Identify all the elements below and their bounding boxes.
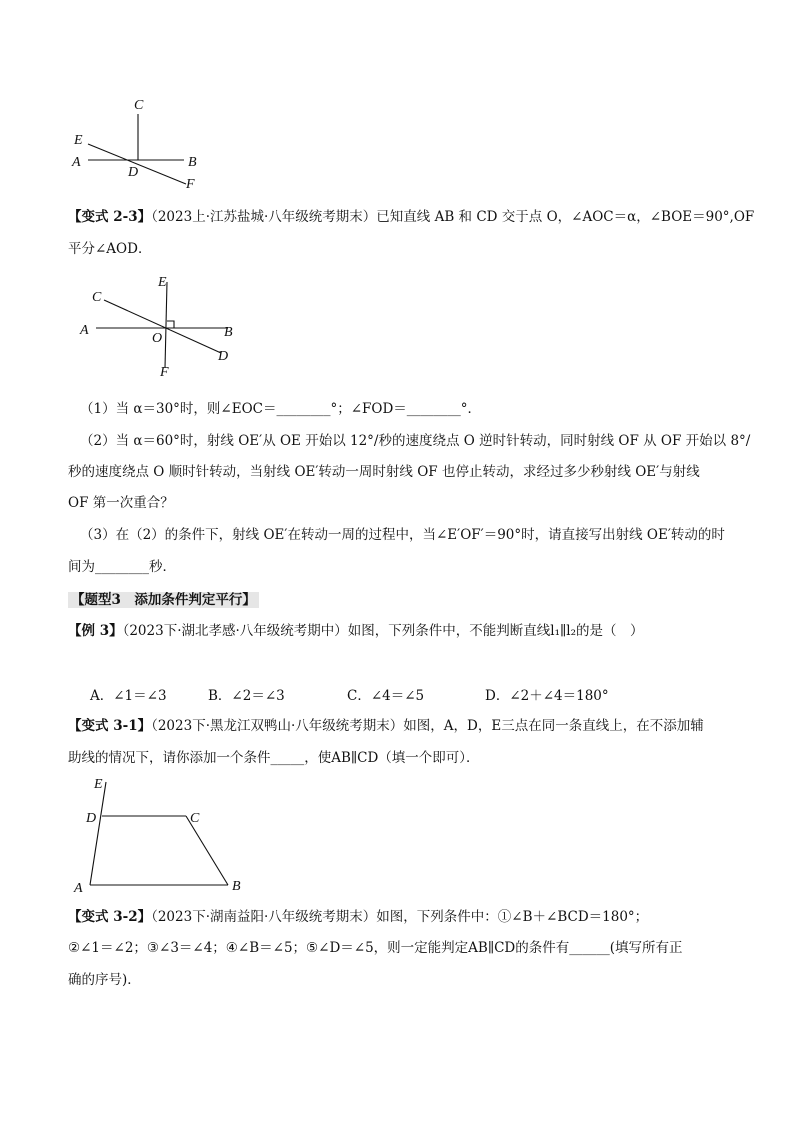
question-3-line1: （3）在（2）的条件下，射线 OE′在转动一周的过程中，当∠E′OF′＝90°时，请直接写出射线 OE′转动的时	[80, 527, 725, 543]
variant-3-1-tag: 【变式 3-1】	[68, 718, 152, 734]
label-D: D	[86, 811, 97, 826]
variant-2-3-line1	[68, 207, 754, 227]
label-C: C	[134, 98, 144, 113]
variant-2-3-line2: 平分∠AOD．	[68, 241, 152, 257]
example-3-options	[0, 684, 794, 706]
question-2-line3: OF 第一次重合？	[68, 495, 174, 511]
label-E: E	[94, 777, 103, 792]
label-B: B	[224, 325, 233, 340]
label-D: D	[128, 165, 139, 180]
example-3-question	[68, 621, 643, 641]
example-3-tag: 【例 3】	[68, 623, 123, 639]
label-E: E	[74, 133, 83, 148]
line-AE	[90, 782, 106, 885]
section-3-heading	[68, 590, 259, 610]
question-1: （1）当 α＝30°时，则∠EOC＝________°；∠FOD＝________°．	[80, 401, 482, 417]
label-B: B	[232, 879, 241, 894]
line-CD	[104, 300, 221, 353]
option-d: D．∠2＋∠4＝180°	[485, 688, 609, 704]
variant-2-3-text: 已知直线 AB 和 CD 交于点 O，∠AOC＝α，∠BOE＝90°,OF	[376, 209, 755, 225]
label-B: B	[188, 155, 197, 170]
variant-2-3-tag: 【变式 2-3】	[68, 209, 152, 225]
label-D: D	[218, 349, 229, 364]
label-E: E	[158, 275, 167, 290]
label-A: A	[72, 155, 81, 170]
option-c: C．∠4＝∠5	[347, 688, 425, 704]
question-2-line2: 秒的速度绕点 O 顺时针转动，当射线 OE′转动一周时射线 OF 也停止转动，求经过多少秒射线 OE′与射线	[68, 464, 700, 480]
section-3-label: 【题型3 添加条件判定平行】	[68, 592, 259, 608]
option-b: B．∠2＝∠3	[208, 688, 285, 704]
variant-3-2-text: （2023下·湖南益阳·八年级统考期末）如图，下列条件中：①∠B＋∠BCD＝180°；	[151, 909, 649, 925]
question-3-line2: 间为________秒．	[68, 559, 176, 575]
line-EF	[165, 282, 167, 368]
figure-3-diagram	[70, 770, 260, 895]
example-3-text: （2023下·湖北孝感·八年级统考期中）如图，下列条件中，不能判断直线l₁∥l₂的是（ ）	[122, 623, 644, 639]
label-F: F	[186, 177, 195, 192]
variant-3-2-line2: ②∠1＝∠2；③∠3＝∠4；④∠B＝∠5；⑤∠D＝∠5，则一定能判定AB∥CD的条件有______(填写所有正	[68, 940, 683, 956]
label-O: O	[152, 331, 163, 346]
label-C: C	[92, 290, 102, 305]
line-CB	[186, 816, 228, 885]
question-2-line1: （2）当 α＝60°时，射线 OE′从 OE 开始以 12°/秒的速度绕点 O 逆时针转动，同时射线 OF 从 OF 开始以 8°/	[80, 433, 751, 449]
figure-2-diagram	[76, 270, 246, 380]
variant-3-2-tag: 【变式 3-2】	[68, 909, 152, 925]
variant-2-3-source: （2023上·江苏盐城·八年级统考期末）	[151, 209, 377, 225]
right-angle-mark	[167, 321, 174, 328]
label-A: A	[74, 881, 83, 895]
option-a: A．∠1＝∠3	[90, 688, 167, 704]
label-F: F	[160, 365, 169, 380]
figure-1-diagram	[66, 92, 216, 197]
label-A: A	[80, 323, 89, 338]
variant-3-1-text: （2023下·黑龙江双鸭山·八年级统考期末）如图，A，D，E三点在同一条直线上，在不添加辅	[151, 718, 704, 734]
variant-3-1-line1	[68, 716, 704, 736]
variant-3-2-line1	[68, 907, 648, 927]
variant-3-2-line3: 确的序号)．	[68, 972, 141, 988]
variant-3-1-line2: 助线的情况下，请你添加一个条件_____，使AB∥CD（填一个即可）．	[68, 750, 480, 766]
label-C: C	[190, 811, 200, 826]
